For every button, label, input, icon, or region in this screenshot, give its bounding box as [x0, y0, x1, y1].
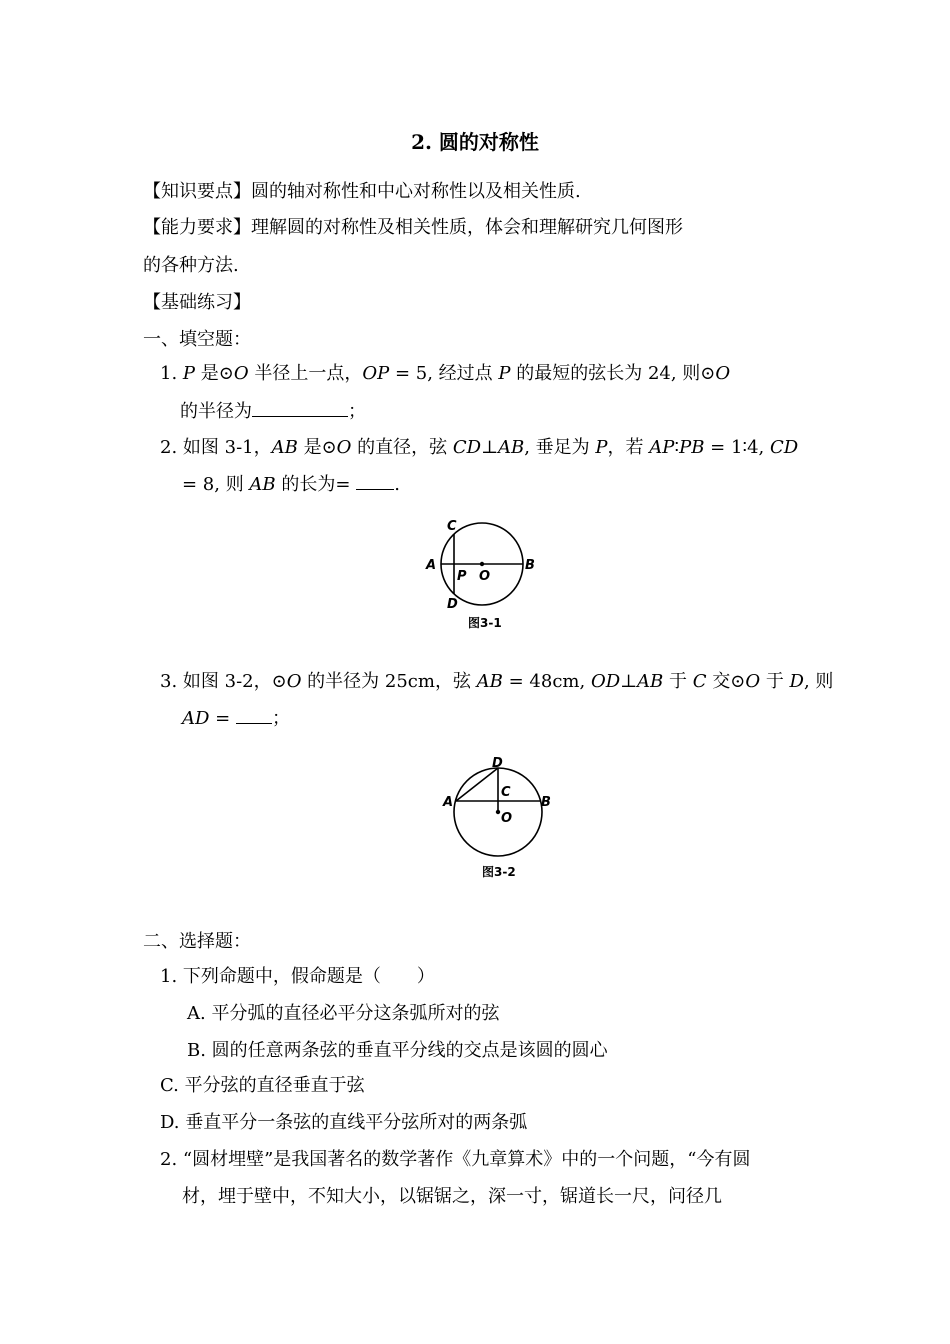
- q1-text: = 5, 经过点: [389, 363, 499, 384]
- question-2-line2: [182, 473, 400, 497]
- label-a: A: [443, 795, 454, 810]
- q3-text: 于: [760, 671, 790, 692]
- q2-text: ∶: [674, 437, 680, 458]
- question-1-line2: [180, 400, 366, 424]
- q2-text: 的长为=: [275, 474, 357, 495]
- q3-var: C: [692, 671, 707, 692]
- q2-var: O: [336, 437, 352, 458]
- label-o: O: [479, 569, 491, 584]
- q3-text: = 48cm,: [502, 671, 591, 692]
- q3-text: ；: [271, 708, 290, 729]
- knowledge-text: 圆的轴对称性和中心对称性以及相关性质.: [251, 181, 581, 202]
- knowledge-points: [143, 180, 581, 204]
- label-c: C: [447, 519, 457, 534]
- mc-question-2-line2: 材，埋于壁中，不知大小，以锯锯之，深一寸，锯道长一尺，问径几: [182, 1186, 722, 1207]
- figure-3-1: [420, 515, 540, 635]
- question-1-line1: [160, 362, 730, 386]
- q2-text: 2. 如图 3-1，: [160, 437, 272, 458]
- q1-text: 的半径为: [180, 401, 252, 422]
- ability-tag: 【能力要求】: [143, 217, 251, 238]
- q2-text: = 1∶4,: [704, 437, 770, 458]
- mc-question-1: 1. 下列命题中，假命题是（ ）: [160, 966, 435, 987]
- q1-var: OP: [362, 363, 390, 384]
- q3-text: =: [209, 708, 236, 729]
- q3-text: 3. 如图 3-2，⊙: [160, 671, 287, 692]
- q2-var: P: [595, 437, 608, 458]
- q3-var: AD: [182, 708, 210, 729]
- label-b: B: [525, 558, 535, 573]
- answer-blank[interactable]: [236, 707, 272, 724]
- q3-text: 交⊙: [706, 671, 746, 692]
- q1-text: ；: [348, 401, 366, 422]
- question-3-line2: [182, 707, 290, 731]
- label-c: C: [501, 785, 511, 800]
- q1-text: 的最短的弦长为 24, 则⊙: [510, 363, 716, 384]
- label-a: A: [426, 558, 437, 573]
- mc-question-2-line1: 2. “圆材埋壁”是我国著名的数学著作《九章算术》中的一个问题，“今有圆: [160, 1149, 751, 1170]
- knowledge-tag: 【知识要点】: [143, 181, 251, 202]
- q3-text: , 则: [803, 671, 834, 692]
- q2-var: AB: [271, 437, 298, 458]
- q2-text: 是⊙: [297, 437, 337, 458]
- q2-var: AB: [249, 474, 276, 495]
- answer-blank[interactable]: [252, 400, 348, 417]
- question-3-line1: [160, 670, 833, 694]
- q1-num: 1.: [160, 363, 183, 384]
- mc1-option-a: A. 平分弧的直径必平分这条弧所对的弦: [187, 1003, 500, 1024]
- q1-var: O: [715, 363, 731, 384]
- q1-var: O: [233, 363, 249, 384]
- mc1-option-b: B. 圆的任意两条弦的垂直平分线的交点是该圆的圆心: [187, 1040, 608, 1061]
- q3-text: 于: [663, 671, 693, 692]
- q2-var: PB: [679, 437, 705, 458]
- figure-caption: 图3-1: [468, 616, 502, 630]
- q3-text: 的半径为 25cm，弦: [301, 671, 477, 692]
- q2-var: AP: [649, 437, 675, 458]
- label-d: D: [492, 756, 503, 771]
- q2-text: = 8, 则: [182, 474, 250, 495]
- q1-text: 半径上一点，: [248, 363, 363, 384]
- q3-var: O: [745, 671, 761, 692]
- label-o: O: [501, 811, 513, 826]
- figure-caption: 图3-2: [482, 865, 516, 879]
- basic-practice-heading: 【基础练习】: [143, 292, 251, 313]
- ability-requirements: [143, 216, 683, 240]
- center-point: [496, 810, 500, 814]
- q1-var: P: [182, 363, 196, 384]
- q3-var: D: [789, 671, 804, 692]
- center-point: [480, 562, 484, 566]
- q2-var: CD: [769, 437, 799, 458]
- answer-blank[interactable]: [356, 473, 394, 490]
- q1-text: 是⊙: [195, 363, 234, 384]
- mc1-option-c: C. 平分弦的直径垂直于弦: [160, 1075, 365, 1096]
- q2-text: , 垂足为: [524, 437, 596, 458]
- q2-text: 的直径，弦: [351, 437, 453, 458]
- ability-text-line2: 的各种方法.: [143, 255, 239, 276]
- ability-text: 理解圆的对称性及相关性质，体会和理解研究几何图形: [251, 217, 683, 238]
- q3-var: AB: [476, 671, 503, 692]
- label-p: P: [457, 569, 467, 584]
- q2-var: CD⊥AB: [452, 437, 525, 458]
- question-2-line1: [160, 436, 798, 460]
- q2-text: ，若: [607, 437, 650, 458]
- label-b: B: [541, 795, 551, 810]
- q2-text: .: [394, 474, 400, 495]
- section-fill-in-blank: 一、填空题：: [143, 329, 251, 350]
- q3-var: OD⊥AB: [590, 671, 664, 692]
- q3-var: O: [286, 671, 302, 692]
- section-multiple-choice: 二、选择题：: [143, 931, 251, 952]
- label-d: D: [447, 597, 458, 612]
- mc1-option-d: D. 垂直平分一条弦的直线平分弦所对的两条弧: [160, 1112, 528, 1133]
- q1-var: P: [498, 363, 511, 384]
- page-title: 2. 圆的对称性: [411, 130, 539, 154]
- figure-3-2: [440, 752, 560, 882]
